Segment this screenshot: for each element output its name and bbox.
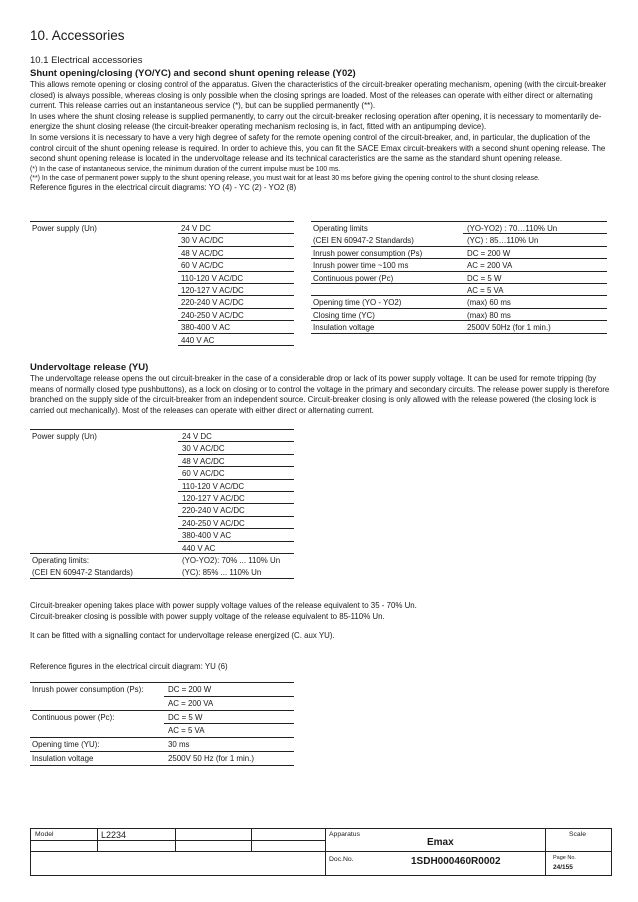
voltage-value: 440 V AC (182, 543, 216, 553)
spec-label: Inrush power consumption (Ps): (32, 685, 144, 694)
apparatus-value: Emax (427, 837, 454, 848)
table-rule (30, 221, 294, 222)
operating-limits-label: Operating limits: (32, 556, 90, 565)
voltage-value: 24 V DC (182, 432, 212, 441)
voltage-value: 48 V AC/DC (182, 456, 225, 466)
power-supply-label: Power supply (Un) (32, 432, 97, 441)
title-block (30, 828, 612, 876)
table-rule (30, 765, 294, 766)
spec-label: Operating limits (313, 224, 368, 233)
operating-limits-value: (YO-YO2): 70% ... 110% Un (182, 556, 281, 565)
voltage-value: 48 V AC/DC (181, 248, 224, 258)
spec-value: (YC) : 85…110% Un (467, 236, 539, 246)
shunt-paragraph: In some versions it is necessary to have a very high degree of safety for the remote opening control of the circuit-breaker, and, in particular, the duplication of the control circuit of the shunt opening release is required. In order to achieve this, you can fit the SACE Emax circuit-breakers with a second shunt opening release. The second shunt opening release is located in the undervoltage release and its technical caracteristics are the same as the standard shunt opening release. (30, 132, 606, 164)
table-rule (30, 429, 294, 430)
table-rule (30, 737, 294, 738)
table-rule (30, 710, 294, 711)
spec-label: Closing time (YC) (313, 310, 375, 320)
voltage-value: 120-127 V AC/DC (182, 494, 245, 503)
voltage-value: 240-250 V AC/DC (181, 310, 244, 320)
opening-text: Circuit-breaker opening takes place with power supply voltage values of the release equivalent to 35 - 70% Un. (30, 601, 417, 610)
table-rule (311, 221, 607, 222)
spec-label: Inrush power time ~100 ms (313, 261, 409, 271)
table-rule (311, 258, 607, 259)
table-rule (30, 553, 294, 554)
signalling-text: It can be fitted with a signalling contact for undervoltage release energized (C. aux YU). (30, 631, 335, 640)
spec-label: Opening time (YU): (32, 740, 100, 750)
shunt-title: Shunt opening/closing (YO/YC) and second shunt opening release (Y02) (30, 68, 356, 79)
table-rule (164, 696, 294, 697)
operating-limits-value: (YC): 85% ... 110% Un (182, 568, 262, 578)
scale-label: Scale (569, 831, 587, 838)
table-rule (178, 441, 294, 442)
table-rule (178, 479, 294, 480)
voltage-value: 440 V AC (181, 335, 215, 345)
table-rule (178, 503, 294, 504)
table-rule (178, 333, 294, 334)
undervoltage-description: The undervoltage release opens the out circuit-breaker in the case of a considerable drop or lack of its power supply voltage. It can be used for remote tripping (by means of normally closed type pushbuttons), as a lock on closing or to control the voltage in the primary and secondary circuits. The release power supply is therefore branched on the supply side of the circuit-breaker from an independent source. Circuit-breaker closing is only allowed with the release powered (the closing lock is carried out mechanically). Most of the releases can operate with either direct or alternating current. (30, 374, 610, 415)
shunt-description (30, 80, 610, 193)
doc-value: 1SDH000460R0002 (411, 856, 501, 867)
spec-value: AC = 5 VA (168, 726, 205, 736)
table-rule (30, 682, 294, 683)
model-value: L2234 (101, 830, 127, 840)
spec-value: DC = 5 W (168, 712, 203, 722)
section-title: 10. Accessories (30, 28, 125, 43)
page-value: 24/155 (553, 864, 573, 871)
table-rule (30, 751, 294, 752)
spec-label: Insulation voltage (32, 754, 94, 763)
table-rule (178, 246, 294, 247)
voltage-value: 110-120 V AC/DC (182, 481, 245, 491)
spec-value: 2500V 50 Hz (for 1 min.) (168, 754, 254, 763)
spec-value: (max) 60 ms (467, 298, 511, 308)
table-rule (178, 295, 294, 296)
spec-value: AC = 5 VA (467, 286, 504, 295)
spec-value: DC = 200 W (168, 685, 212, 694)
table-rule (311, 246, 607, 247)
spec-label: Continuous power (Pc): (32, 712, 115, 722)
apparatus-label: Apparatus (329, 831, 360, 838)
subsection-title: 10.1 Electrical accessories (30, 55, 143, 66)
power-supply-label: Power supply (Un) (32, 224, 97, 233)
table-rule (178, 271, 294, 272)
spec-value: AC = 200 VA (467, 261, 513, 271)
spec-label: Continuous power (Pc) (313, 273, 394, 283)
table-rule (178, 320, 294, 321)
undervoltage-title: Undervoltage release (YU) (30, 362, 149, 373)
voltage-value: 24 V DC (181, 224, 211, 233)
voltage-value: 110-120 V AC/DC (181, 273, 244, 283)
table-rule (178, 258, 294, 259)
spec-label: Insulation voltage (313, 323, 375, 333)
spec-value: 2500V 50Hz (for 1 min.) (467, 323, 551, 333)
voltage-value: 120-127 V AC/DC (181, 286, 244, 295)
closing-text: Circuit-breaker closing is possible with power supply voltage of the release equivalent to 85-110% Un. (30, 612, 385, 621)
shunt-reference: Reference figures in the electrical circuit diagrams: YO (4) - YC (2) - YO2 (8) (30, 182, 297, 192)
table-rule (178, 528, 294, 529)
table-rule (311, 333, 607, 334)
page-label: Page No. (553, 855, 576, 861)
voltage-value: 30 V AC/DC (181, 236, 224, 246)
table-rule (164, 723, 294, 724)
table-rule (463, 233, 607, 234)
spec-label: Opening time (YO - YO2) (313, 298, 402, 308)
spec-value: AC = 200 VA (168, 698, 214, 708)
spec-value: 30 ms (168, 740, 190, 750)
table-rule (311, 295, 607, 296)
spec-value: DC = 5 W (467, 273, 502, 283)
undervoltage-reference: Reference figures in the electrical circuit diagram: YU (6) (30, 662, 228, 671)
table-rule (178, 466, 294, 467)
voltage-value: 380-400 V AC (181, 323, 231, 333)
voltage-value: 220-240 V AC/DC (182, 506, 245, 516)
voltage-value: 220-240 V AC/DC (181, 298, 244, 308)
doc-label: Doc.No. (329, 856, 354, 863)
voltage-value: 380-400 V AC (182, 531, 232, 541)
shunt-note: (*) In the case of instantaneous service, the minimum duration of the current impulse must be 100 ms. (30, 165, 341, 173)
table-rule (178, 308, 294, 309)
table-rule (178, 454, 294, 455)
table-rule (178, 233, 294, 234)
table-rule (178, 541, 294, 542)
shunt-paragraph: This allows remote opening or closing control of the apparatus. Given the characteristics of the circuit-breaker operating mechanism, opening (with the circuit-breaker closed) is always possible, whereas closing is only possible when the closing springs are loaded. Most of the releases can operate with either direct or alternating current. This release carries out an instantaneous service (*), but can be supplied permanently (**). (30, 80, 607, 111)
spec-value: DC = 200 W (467, 248, 511, 258)
table-rule (311, 320, 607, 321)
spec-label: Inrush power consumption (Ps) (313, 248, 423, 258)
shunt-note: (**) In the case of permanent power supply to the shunt opening release, you must wait for at least 30 ms before giving the opening control to the shunt closing release. (30, 174, 540, 182)
spec-value: (max) 80 ms (467, 310, 511, 320)
voltage-value: 240-250 V AC/DC (182, 518, 245, 528)
spec-label: (CEI EN 60947-2 Standards) (313, 236, 414, 246)
table-rule (178, 345, 294, 346)
table-rule (178, 516, 294, 517)
table-rule (178, 283, 294, 284)
model-label: Model (35, 831, 54, 838)
table-rule (311, 271, 607, 272)
voltage-value: 30 V AC/DC (182, 444, 225, 454)
table-rule (311, 283, 607, 284)
table-rule (30, 578, 294, 579)
table-rule (178, 491, 294, 492)
spec-value: (YO-YO2) : 70…110% Un (467, 224, 558, 233)
voltage-value: 60 V AC/DC (182, 469, 225, 479)
shunt-paragraph: In uses where the shunt closing release is supplied permanently, to carry out the circuit-breaker reclosing operation after opening, it is necessary to momentarily de-energize the shunt closing release (the circuit-breaker operating mechanism reclosing is, in fact, fitted with an antipumping device). (30, 111, 602, 132)
standards-label: (CEI EN 60947-2 Standards) (32, 568, 133, 578)
table-rule (311, 308, 607, 309)
voltage-value: 60 V AC/DC (181, 261, 224, 271)
